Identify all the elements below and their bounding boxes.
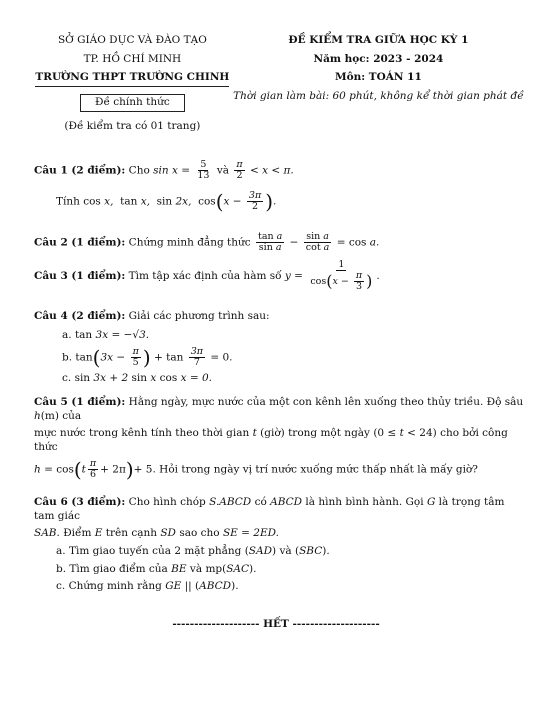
question-4c-label: c.: [62, 372, 72, 385]
header-left: [34, 34, 231, 138]
question-3-text: Tìm tập xác định của hàm số: [128, 269, 282, 282]
header-right: [231, 34, 526, 138]
question-1-and: và: [216, 164, 230, 177]
question-6a-label: a.: [56, 544, 66, 557]
question-6-text2b: Điểm: [63, 527, 92, 540]
question-5: Câu 5 (1 điểm): Hằng ngày, mực nước của một con kênh lên xuống theo thủy triều. Độ sâu h(m) của mực nước trong kênh tính theo thời gian t (giờ) trong một ngày (0 ≤ t < 24) cho bởi công thức h = cos(t $\frac{\pi}{6}$ + 2π)+ 5. Hỏi trong ngày vị trí nước xuống mức thấp nhất là mấy giờ?: [34, 396, 524, 482]
exam-title: ĐỀ KIỂM TRA GIỮA HỌC KỲ 1: [288, 34, 469, 46]
question-3-label: Câu 3 (1 điểm):: [34, 269, 126, 282]
question-5-text1b: của: [62, 409, 82, 422]
question-4: Câu 4 (2 điểm): Giải các phương trình sau: a. tan 3x = −√3. b. tan(3x − $\frac{\pi}{5}$ ) + tan $\frac{3\pi}{7}$ = 0. c. sin 3x + 2 sin x cos x = 0.: [34, 310, 270, 385]
school-year: Năm học: 2023 - 2024: [313, 52, 444, 65]
question-1: Câu 1 (2 điểm): Cho sin x = $\frac{5}{13}$ và $\frac{\pi}{2}$ < x < π. Tính cos x, tan x, sin 2x, cos(x − $\frac{3\pi}{2}$ ).: [34, 159, 294, 214]
question-2: Câu 2 (1 điểm): Chứng minh đẳng thức $\frac{\text{tan a}}{\text{sin a}}$ − $\frac{\text{sin a}}{\text{cot a}}$ = cos a.: [34, 231, 380, 253]
question-1-line2: Tính: [56, 195, 80, 208]
question-2-label: Câu 2 (1 điểm):: [34, 236, 126, 249]
question-5-text3: Hỏi trong ngày vị trí nước xuống mức thấp nhất là mấy giờ?: [159, 463, 478, 476]
question-6a-and: và: [279, 544, 292, 557]
question-6b-label: b.: [56, 562, 67, 575]
exam-header: [34, 34, 526, 138]
question-1-label: Câu 1 (2 điểm):: [34, 164, 126, 177]
question-6-text1c: là hình bình hành. Gọi: [305, 496, 424, 508]
question-4a-label: a.: [62, 328, 72, 341]
question-6-text2d: sao cho: [179, 527, 220, 540]
school-name: TRƯỜNG THPT TRƯỜNG CHINH: [35, 71, 229, 87]
official-stamp: Đề chính thức: [80, 94, 185, 112]
question-6c-label: c.: [56, 580, 66, 593]
question-6c-text: Chứng minh rằng: [68, 580, 162, 593]
city-name: TP. HỒ CHÍ MINH: [83, 52, 182, 65]
question-6-label: Câu 6 (3 điểm):: [34, 496, 126, 508]
question-5-text2b: (giờ) trong một ngày: [260, 427, 370, 440]
question-4b-label: b.: [62, 351, 73, 364]
question-6-text1: Cho hình chóp: [128, 496, 206, 508]
end-marker: -------------------- HẾT --------------------: [172, 618, 380, 630]
question-4-label: Câu 4 (2 điểm):: [34, 310, 126, 322]
dept-name: SỞ GIÁO DỤC VÀ ĐÀO TẠO: [57, 34, 207, 46]
question-5-text2: mực nước trong kênh tính theo thời gian: [34, 427, 250, 440]
question-5-label: Câu 5 (1 điểm):: [34, 396, 126, 408]
question-2-text: Chứng minh đẳng thức: [128, 236, 251, 249]
subject: Môn: TOÁN 11: [335, 71, 422, 84]
pages-note: (Đề kiểm tra có 01 trang): [64, 119, 201, 132]
question-4-text: Giải các phương trình sau:: [128, 310, 270, 322]
question-3: Câu 3 (1 điểm): Tìm tập xác định của hàm số y = 1 cos(x − $\frac{\pi}{3}$ ) .: [34, 259, 380, 292]
question-5-text2c: cho bởi công thức: [34, 427, 508, 453]
question-6-text1b: có: [254, 496, 267, 508]
question-5-text1: Hằng ngày, mực nước của một con kênh lên xuống theo thủy triều. Độ sâu: [128, 396, 524, 408]
question-6a-text: Tìm giao tuyến của 2 mặt phẳng: [68, 544, 242, 557]
question-6-text1d: là trọng tâm tam giác: [34, 496, 505, 522]
question-1-text: Cho: [128, 164, 150, 177]
time-note: Thời gian làm bài: 60 phút, không kể thời gian phát đề: [233, 89, 524, 102]
question-6b-text: Tìm giao điểm của: [69, 562, 168, 575]
question-6-text2c: trên cạnh: [105, 527, 158, 540]
question-6b-and: và: [189, 562, 203, 575]
question-6: Câu 6 (3 điểm): Cho hình chóp S.ABCD có ABCD là hình bình hành. Gọi G là trọng tâm tam giác SAB. Điểm E trên cạnh SD sao cho SE = 2ED. a. Tìm giao tuyến của 2 mặt phẳng (SAD) và (SBC). b. Tìm giao điểm của BE và mp(SAC). c. Chứng minh rằng GE || (ABCD).: [34, 496, 505, 593]
